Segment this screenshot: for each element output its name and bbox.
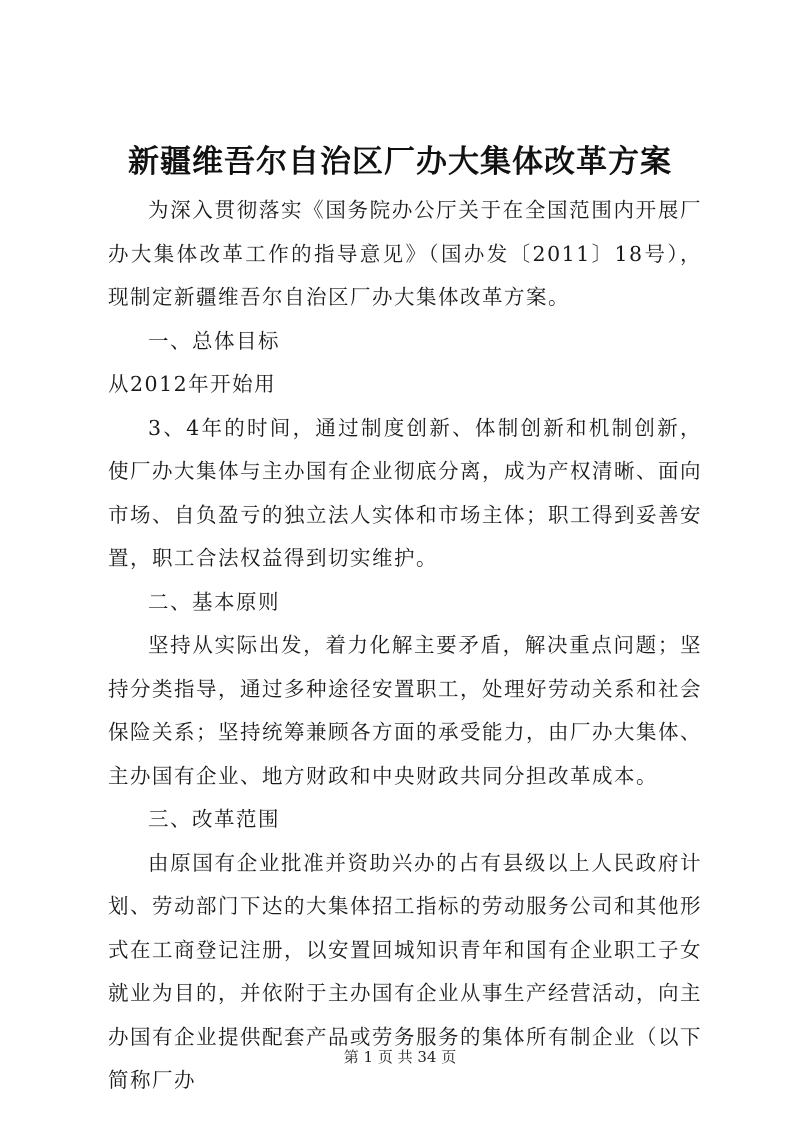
- page-number-footer: 第 1 页 共 34 页: [343, 1048, 457, 1066]
- paragraph-start-year: 从2012年开始用: [108, 372, 277, 396]
- paragraph-goal-detail: 3、4年的时间，通过制度创新、体制创新和机制创新，使厂办大集体与主办国有企业彻底分离，成为产权清晰、面向市场、自负盈亏的独立法人实体和市场主体；职工得到妥善安置，职工合法权益得到切实维护。: [108, 415, 702, 570]
- paragraph-scope: 由原国有企业批准并资助兴办的占有县级以上人民政府计划、劳动部门下达的大集体招工指标的劳动服务公司和其他形式在工商登记注册，以安置回城知识青年和国有企业职工子女就业为目的，并依附于主办国有企业从事生产经营活动，向主办国有企业提供配套产品或劳务服务的集体所有制企业（以下简称厂办: [108, 850, 702, 1092]
- paragraph-principles: 坚持从实际出发，着力化解主要矛盾，解决重点问题；坚持分类指导，通过多种途径安置职工，处理好劳动关系和社会保险关系；坚持统筹兼顾各方面的承受能力，由厂办大集体、主办国有企业、地方财政和中央财政共同分担改革成本。: [108, 633, 702, 788]
- heading-overall-goal: 一、总体目标: [148, 328, 280, 353]
- paragraph-intro: 为深入贯彻落实《国务院办公厅关于在全国范围内开展厂办大集体改革工作的指导意见》（国办发〔2011〕18号），现制定新疆维吾尔自治区厂办大集体改革方案。: [108, 198, 702, 309]
- document-title: 新疆维吾尔自治区厂办大集体改革方案: [128, 144, 672, 180]
- heading-reform-scope: 三、改革范围: [148, 807, 280, 831]
- heading-basic-principles: 二、基本原则: [148, 589, 280, 614]
- document-body: [108, 189, 702, 1103]
